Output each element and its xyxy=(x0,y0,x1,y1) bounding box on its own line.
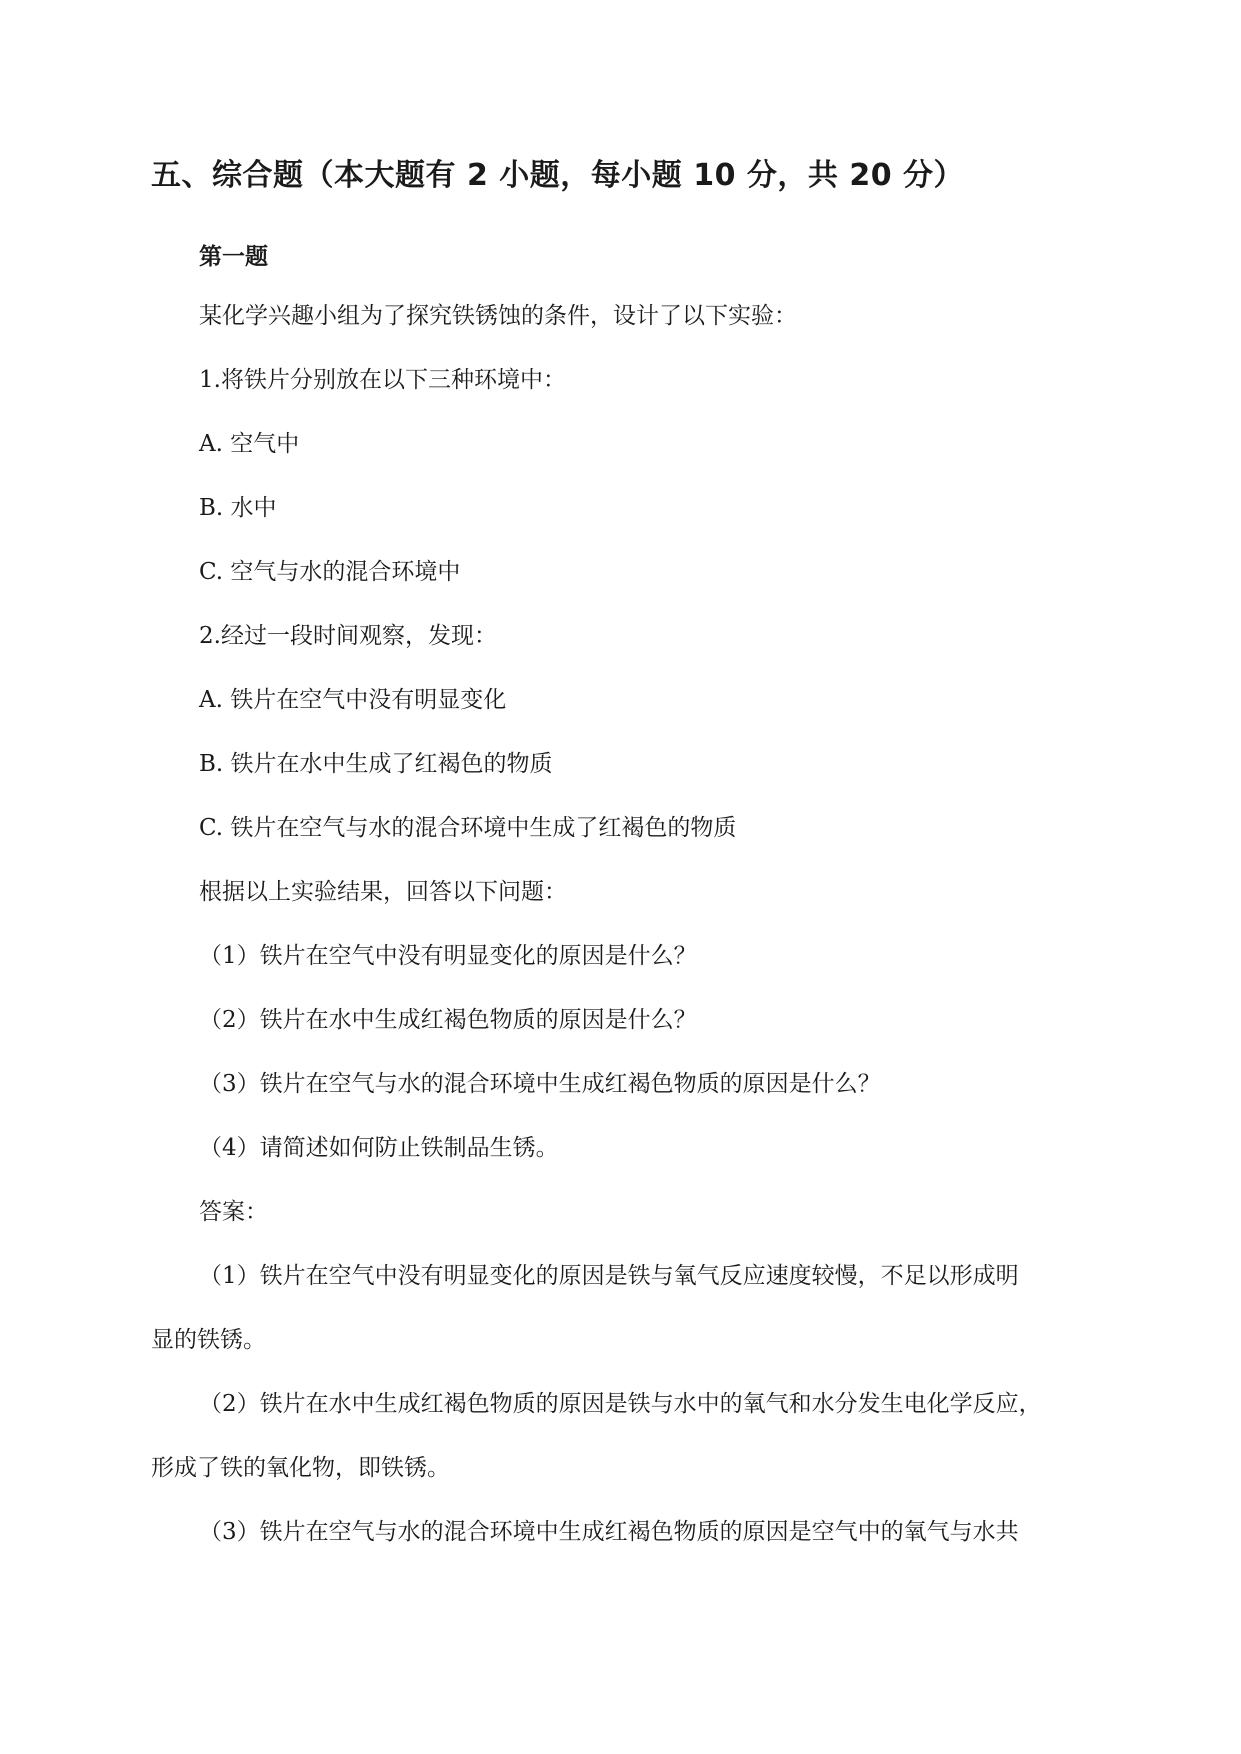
env-option-c: C. 空气与水的混合环境中 xyxy=(199,559,461,585)
section-title: 五、综合题（本大题有 2 小题，每小题 10 分，共 20 分） xyxy=(151,158,965,193)
observation-b: B. 铁片在水中生成了红褐色的物质 xyxy=(199,751,553,777)
question-2: （2）铁片在水中生成红褐色物质的原因是什么？ xyxy=(199,1007,697,1033)
answer-3-line-1: （3）铁片在空气与水的混合环境中生成红褐色物质的原因是空气中的氧气与水共 xyxy=(199,1519,1019,1545)
intro-line: 某化学兴趣小组为了探究铁锈蚀的条件，设计了以下实验： xyxy=(199,303,797,329)
env-option-b: B. 水中 xyxy=(199,495,277,521)
observation-c: C. 铁片在空气与水的混合环境中生成了红褐色的物质 xyxy=(199,815,737,841)
observation-a: A. 铁片在空气中没有明显变化 xyxy=(199,687,507,713)
question-3: （3）铁片在空气与水的混合环境中生成红褐色物质的原因是什么？ xyxy=(199,1071,881,1097)
answer-label: 答案： xyxy=(199,1199,268,1225)
answer-1-line-2: 显的铁锈。 xyxy=(151,1327,266,1353)
question-4: （4）请简述如何防止铁制品生锈。 xyxy=(199,1135,559,1161)
answer-2-line-2: 形成了铁的氧化物，即铁锈。 xyxy=(151,1455,450,1481)
step-1-line: 1.将铁片分别放在以下三种环境中： xyxy=(199,367,566,393)
step-2-line: 2.经过一段时间观察，发现： xyxy=(199,623,497,649)
env-option-a: A. 空气中 xyxy=(199,431,300,457)
answer-2-line-1: （2）铁片在水中生成红褐色物质的原因是铁与水中的氧气和水分发生电化学反应， xyxy=(199,1391,1042,1417)
question-title: 第一题 xyxy=(199,244,268,270)
answer-1-line-1: （1）铁片在空气中没有明显变化的原因是铁与氧气反应速度较慢，不足以形成明 xyxy=(199,1263,1019,1289)
prompt-line: 根据以上实验结果，回答以下问题： xyxy=(199,879,567,905)
question-1: （1）铁片在空气中没有明显变化的原因是什么？ xyxy=(199,943,697,969)
